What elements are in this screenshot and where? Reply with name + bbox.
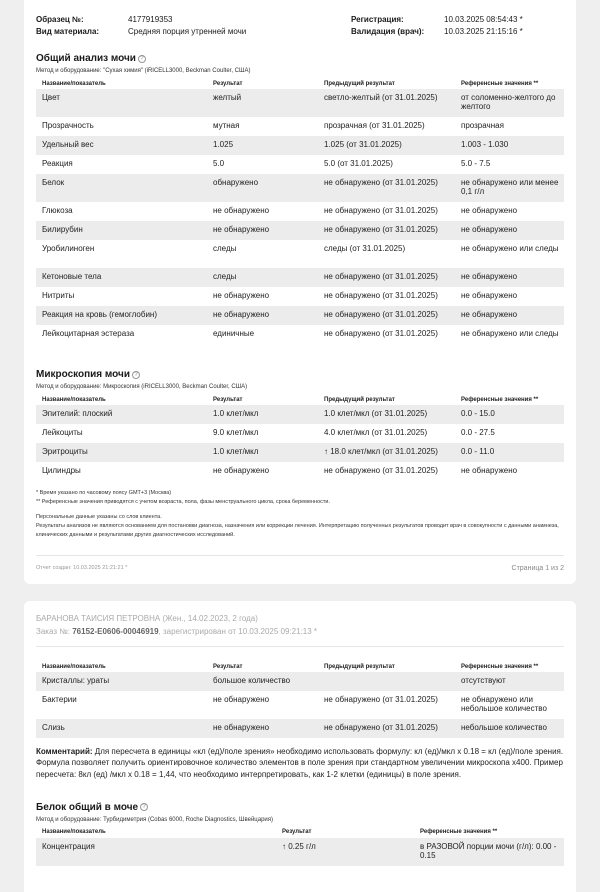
row-name: Реакция на кровь (гемоглобин) [36, 306, 207, 325]
footnote-disclaimer: Результаты анализов не являются основанием для постановки диагноза, назначения или коррекции лечения. Интерпретацию полученных результатов проводит врач в совокупности с данными анамнеза, клинических данными и результатами других диагностических исследований. [36, 523, 559, 538]
table-row [36, 443, 564, 462]
urinalysis-title-text: Общий анализ мочи [36, 53, 136, 64]
row-name: Белок [36, 174, 207, 202]
report-page-1 [24, 0, 576, 584]
info-icon[interactable]: ? [138, 55, 146, 63]
row-result: следы [207, 268, 318, 287]
col-result: Результат [282, 829, 312, 836]
registration-label: Регистрация: [351, 15, 404, 24]
row-name: Билирубин [36, 221, 207, 240]
table-row [36, 221, 564, 240]
row-previous: не обнаружено (от 31.01.2025) [324, 466, 438, 475]
row-result: не обнаружено [213, 206, 270, 215]
order-prefix: Заказ №: [36, 627, 73, 636]
footer-divider [36, 555, 564, 556]
arrow-up-icon: ↑ [282, 841, 289, 851]
row-name: Слизь [36, 719, 207, 738]
row-name: Концентрация [36, 838, 276, 866]
table-row [36, 240, 564, 268]
order-suffix: , зарегистрирован от 10.03.2025 09:21:13 * [158, 627, 318, 636]
row-reference: в РАЗОВОЙ порции мочи (г/л): 0.00 - 0.15 [414, 838, 564, 866]
row-result: 1.0 клет/мкл [207, 443, 318, 462]
row-result: обнаружено [207, 174, 318, 202]
row-reference: 1.003 - 1.030 [455, 136, 564, 155]
microscopy-title [36, 369, 564, 380]
table-row [36, 691, 564, 719]
row-previous: 4.0 клет/мкл (от 31.01.2025) [324, 428, 428, 437]
urinalysis-table [36, 78, 564, 353]
microscopy-continued-table [36, 661, 564, 738]
row-previous: 1.025 (от 31.01.2025) [318, 136, 455, 155]
row-reference: небольшое количество [455, 719, 564, 738]
col-reference: Референсные значения ** [461, 396, 539, 403]
comment [36, 746, 564, 780]
row-reference: прозрачная [461, 121, 504, 130]
page-number: Страница 1 из 2 [511, 565, 564, 572]
row-result: ↑ 0.25 г/л [276, 838, 414, 866]
row-previous: не обнаружено (от 31.01.2025) [318, 306, 455, 325]
col-reference: Референсные значения ** [461, 663, 539, 670]
row-result: 1.0 клет/мкл [207, 405, 318, 424]
table-row [36, 89, 564, 117]
col-previous: Предыдущий результат [324, 663, 395, 670]
comment-text: Для пересчета в единицы «кл (ед)/поле зрения» необходимо использовать формулу: кл (ед)/мкл х 0.18 = кл (ед)/поле зрения. Формула позволяет получить ориентировочное количество элементов в поле зрения при стандартном увеличении микроскопа х400. Пример пересчета: 8кл (ед) /мкл х 0.18 = 1,44, что необходимо интерпретировать, как 1-2 клетки (единицы) в поле зрения. [36, 747, 564, 779]
row-previous: 1.0 клет/мкл (от 31.01.2025) [318, 405, 455, 424]
row-reference: не обнаружено или менее 0,1 г/л [455, 174, 564, 202]
col-result: Результат [213, 663, 243, 670]
row-name: Лейкоцитарная эстераза [42, 329, 135, 338]
row-reference: 0.0 - 27.5 [461, 428, 495, 437]
row-previous [318, 672, 455, 691]
validation-label: Валидация (врач): [351, 27, 425, 36]
row-reference: не обнаружено [455, 268, 564, 287]
row-reference: отсутствуют [455, 672, 564, 691]
sample-value: 4177919353 [128, 15, 173, 24]
microscopy-method: Метод и оборудование: Микроскопия (iRICELL3000, Beckman Coulter, США) [36, 384, 248, 390]
table-row [36, 719, 564, 738]
table-row [36, 424, 564, 443]
col-reference: Референсные значения ** [420, 829, 498, 836]
col-result: Результат [213, 396, 243, 403]
row-result: мутная [213, 121, 240, 130]
row-result: 5.0 [213, 159, 225, 168]
protein-title [36, 802, 564, 813]
microscopy-title-text: Микроскопия мочи [36, 369, 130, 380]
report-created: Отчет создан: 10.03.2025 21:21:21 * [36, 565, 128, 571]
sample-label: Образец №: [36, 15, 84, 24]
footnote-time: * Время указано по часовому поясу GMT+3 (Москва) [36, 490, 172, 496]
report-page-2 [24, 601, 576, 892]
table-row [36, 287, 564, 306]
row-result: не обнаружено [207, 719, 318, 738]
urinalysis-method: Метод и оборудование: "Сухая химия" (iRICELL3000, Beckman Coulter, США) [36, 68, 251, 74]
row-reference: не обнаружено или небольшое количество [461, 695, 547, 713]
row-name: Кетоновые тела [36, 268, 207, 287]
sample-header [36, 14, 564, 38]
protein-table [36, 827, 564, 866]
table-row [36, 136, 564, 155]
row-previous: не обнаружено (от 31.01.2025) [324, 329, 438, 338]
col-reference: Референсные значения ** [461, 80, 539, 87]
row-result: не обнаружено [207, 306, 318, 325]
order-info [36, 625, 564, 638]
row-reference: не обнаружено [461, 206, 518, 215]
col-name: Название/показатель [42, 663, 106, 670]
material-label: Вид материала: [36, 27, 100, 36]
info-icon[interactable]: ? [132, 371, 140, 379]
patient-info: БАРАНОВА ТАИСИЯ ПЕТРОВНА (Жен., 14.02.2023, 2 года) [36, 614, 258, 623]
row-reference: 0.0 - 15.0 [455, 405, 564, 424]
row-name: Бактерии [42, 695, 77, 704]
validation-value: 10.03.2025 21:15:16 * [444, 27, 523, 36]
row-name: Глюкоза [42, 206, 73, 215]
col-name: Название/показатель [42, 396, 106, 403]
row-previous: не обнаружено (от 31.01.2025) [324, 291, 438, 300]
row-result: не обнаружено [213, 291, 270, 300]
table-row [36, 174, 564, 202]
table-row [36, 838, 564, 866]
row-previous: не обнаружено (от 31.01.2025) [318, 174, 455, 202]
footnote-personal: Персональные данные указаны со слов клиента. [36, 514, 162, 520]
row-reference: не обнаружено [455, 306, 564, 325]
material-value: Средняя порция утренней мочи [128, 27, 247, 36]
col-result: Результат [213, 80, 243, 87]
row-name: Цвет [36, 89, 207, 117]
row-name: Реакция [42, 159, 73, 168]
row-result: единичные [213, 329, 255, 338]
urinalysis-title [36, 53, 564, 64]
row-previous: ↑ 18.0 клет/мкл (от 31.01.2025) [318, 443, 455, 462]
table-row [36, 306, 564, 325]
row-result: не обнаружено [207, 221, 318, 240]
row-reference: не обнаружено или следы [461, 329, 559, 338]
row-result: 9.0 клет/мкл [213, 428, 259, 437]
row-name: Цилиндры [42, 466, 81, 475]
row-previous: не обнаружено (от 31.01.2025) [324, 206, 438, 215]
row-name: Лейкоциты [42, 428, 83, 437]
row-previous: не обнаружено (от 31.01.2025) [318, 268, 455, 287]
col-previous: Предыдущий результат [324, 80, 395, 87]
row-name: Прозрачность [42, 121, 94, 130]
table-row [36, 325, 564, 353]
table-row [36, 202, 564, 221]
info-icon[interactable]: ? [140, 803, 148, 811]
page-footer [24, 565, 576, 572]
row-name: Уробилиноген [42, 244, 95, 253]
row-result: не обнаружено [213, 466, 270, 475]
col-name: Название/показатель [42, 80, 106, 87]
row-reference: не обнаружено [461, 291, 518, 300]
row-result: большое количество [207, 672, 318, 691]
table-row [36, 405, 564, 424]
row-previous: не обнаружено (от 31.01.2025) [318, 221, 455, 240]
row-result: 1.025 [207, 136, 318, 155]
col-name: Название/показатель [42, 829, 106, 836]
row-reference: не обнаружено [461, 466, 518, 475]
row-previous: прозрачная (от 31.01.2025) [324, 121, 425, 130]
table-row [36, 155, 564, 174]
header-divider [36, 646, 564, 647]
row-name: Эритроциты [36, 443, 207, 462]
footnote-reference: ** Референсные значения приводятся с учетом возраста, пола, фазы менструального цикла, срока беременности. [36, 499, 331, 505]
table-row [36, 462, 564, 481]
row-reference: 0.0 - 11.0 [455, 443, 564, 462]
table-row [36, 117, 564, 136]
row-name: Удельный вес [36, 136, 207, 155]
row-previous: светло-желтый (от 31.01.2025) [318, 89, 455, 117]
protein-method: Метод и оборудование: Турбидиметрия (Cobas 6000, Roche Diagnostics, Швейцария) [36, 816, 274, 823]
row-result: желтый [207, 89, 318, 117]
arrow-up-icon: ↑ [324, 447, 331, 456]
comment-label: Комментарий: [36, 747, 93, 756]
row-reference: от соломенно-желтого до желтого [455, 89, 564, 117]
row-reference: не обнаружено или следы [461, 244, 559, 253]
row-name: Кристаллы: ураты [36, 672, 207, 691]
row-previous: не обнаружено (от 31.01.2025) [318, 719, 455, 738]
row-previous: 5.0 (от 31.01.2025) [324, 159, 393, 168]
row-reference: 5.0 - 7.5 [461, 159, 491, 168]
registration-value: 10.03.2025 08:54:43 * [444, 15, 523, 24]
row-name: Нитриты [42, 291, 75, 300]
row-previous: следы (от 31.01.2025) [324, 244, 406, 253]
table-row [36, 672, 564, 691]
protein-title-text: Белок общий в моче [36, 801, 139, 813]
table-row [36, 268, 564, 287]
row-result: следы [213, 244, 237, 253]
row-previous: не обнаружено (от 31.01.2025) [324, 695, 438, 704]
row-reference: не обнаружено [455, 221, 564, 240]
order-number: 76152-E0606-00046919 [72, 627, 159, 636]
row-result: не обнаружено [213, 695, 270, 704]
microscopy-table [36, 394, 564, 481]
row-name: Эпителий: плоский [36, 405, 207, 424]
col-previous: Предыдущий результат [324, 396, 395, 403]
